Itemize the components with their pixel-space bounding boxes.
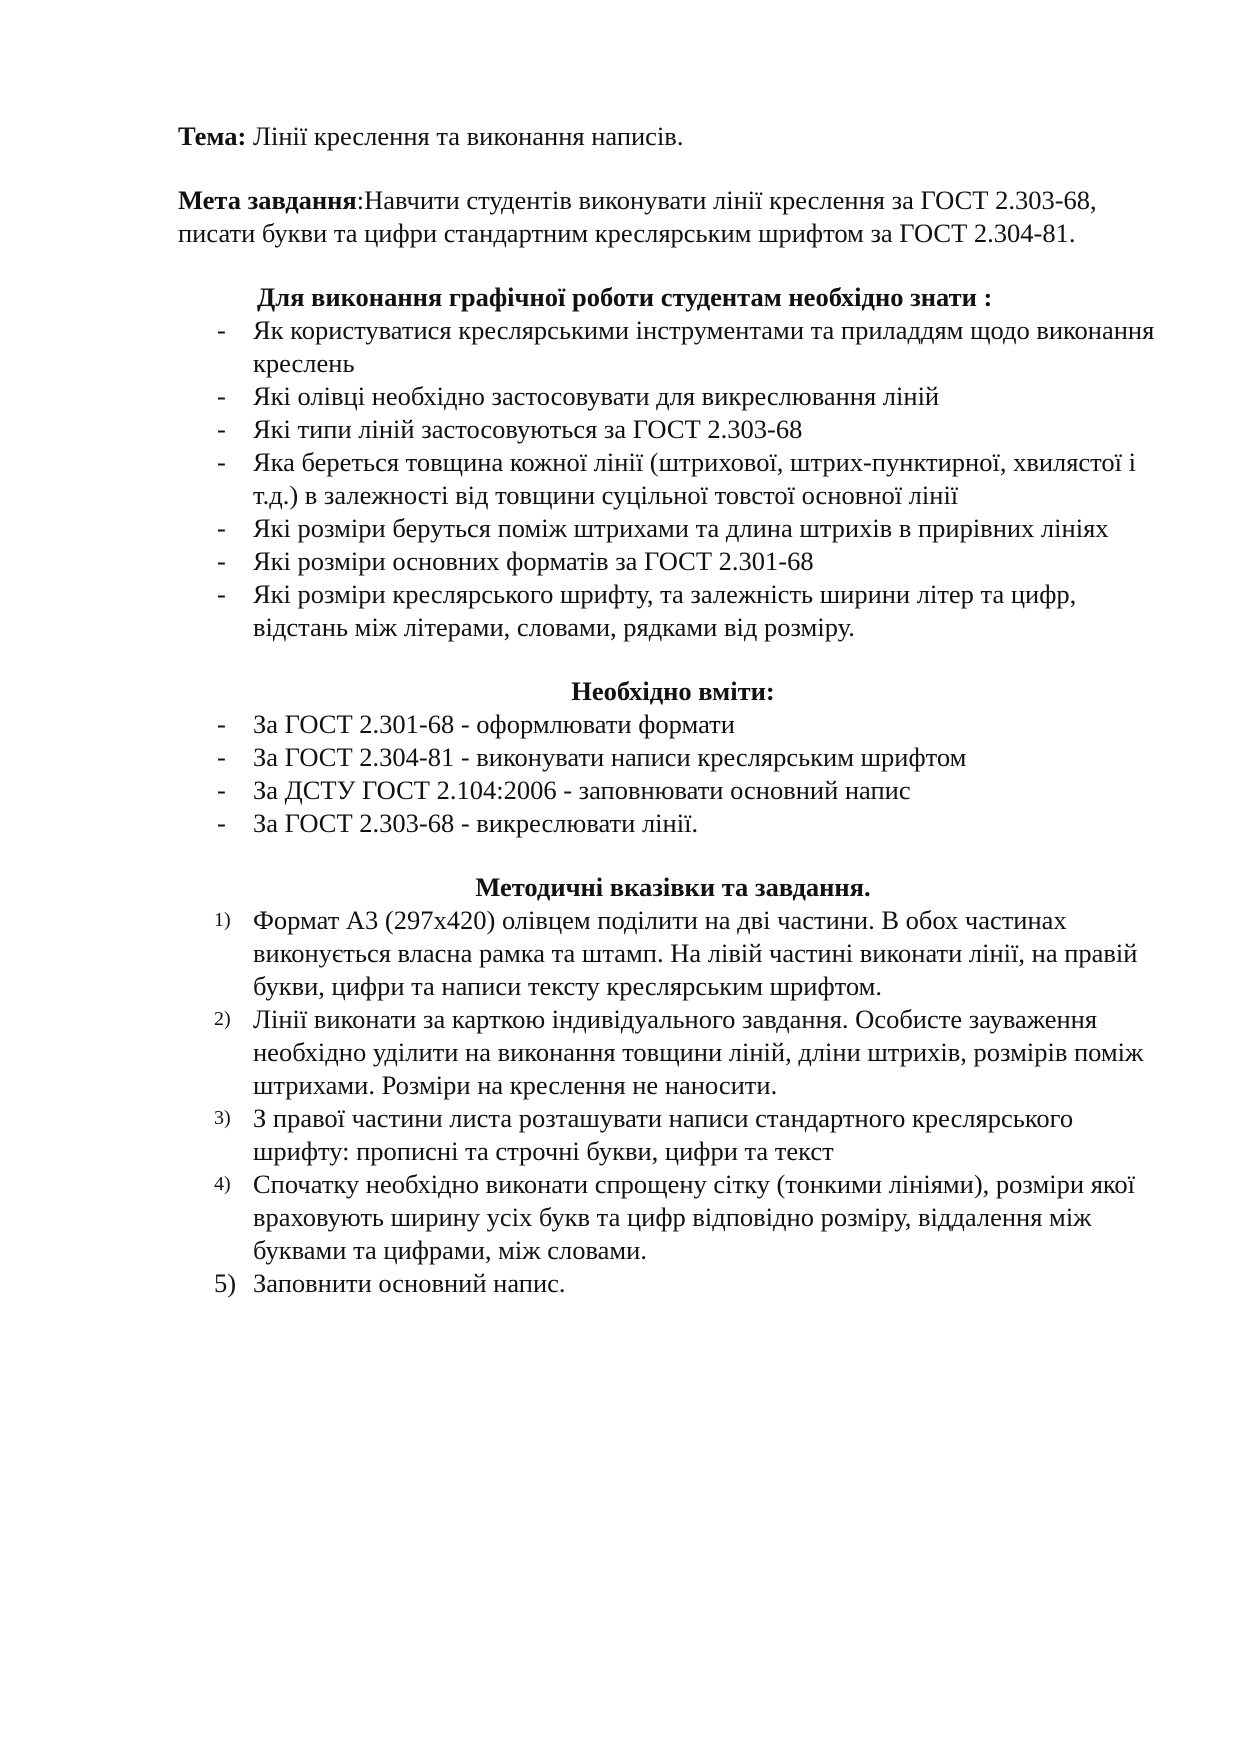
list-item — [178, 512, 1168, 545]
instructions-list — [178, 904, 1168, 1300]
list-item — [178, 545, 1168, 578]
list-marker: - — [217, 775, 226, 805]
list-item — [178, 741, 1168, 774]
list-item-text: Як користуватися креслярськими інструментами та приладдям щодо виконання креслень — [253, 315, 1155, 378]
list-item — [178, 1003, 1168, 1102]
goal-text: :Навчити студентів виконувати лінії креслення за ГОСТ 2.303-68, писати букви та цифри стандартним креслярським шрифтом за ГОСТ 2.304-81. — [178, 185, 1097, 248]
list-item — [178, 413, 1168, 446]
list-marker: - — [217, 546, 226, 576]
list-marker: - — [217, 579, 226, 609]
list-item-text: Які розміри основних форматів за ГОСТ 2.301-68 — [253, 546, 814, 576]
know-heading: Для виконання графічної роботи студентам необхідно знати : — [257, 282, 993, 312]
list-item-text: Яка береться товщина кожної лінії (штрихової, штрих-пунктирної, хвилястої і т.д.) в залежності від товщини суцільної товстої основної лінії — [253, 447, 1137, 510]
skills-list — [178, 708, 1168, 840]
list-item — [178, 1168, 1168, 1267]
list-item-text: Які олівці необхідно застосовувати для викреслювання ліній — [253, 381, 940, 411]
topic-paragraph — [178, 120, 1168, 153]
list-item — [178, 904, 1168, 1003]
list-item-text: Які розміри креслярського шрифту, та залежність ширини літер та цифр, відстань між літерами, словами, рядками від розміру. — [253, 579, 1077, 642]
list-item — [178, 708, 1168, 741]
list-item — [178, 774, 1168, 807]
list-item — [178, 380, 1168, 413]
list-item — [178, 314, 1168, 380]
list-item-text: Лінії виконати за карткою індивідуального завдання. Особисте зауваження необхідно уділити на виконання товщини ліній, дліни штрихів, розмірів поміж штрихами. Розміри на креслення не наносити. — [253, 1004, 1144, 1100]
list-item — [178, 446, 1168, 512]
list-marker: - — [217, 808, 226, 838]
list-item-text: За ДСТУ ГОСТ 2.104:2006 - заповнювати основний напис — [253, 775, 911, 805]
list-marker: - — [217, 315, 226, 345]
list-item-text: Які типи ліній застосовуються за ГОСТ 2.303-68 — [253, 414, 803, 444]
list-marker: - — [217, 709, 226, 739]
list-marker: - — [217, 381, 226, 411]
list-marker: - — [217, 447, 226, 477]
know-list — [178, 314, 1168, 644]
list-item — [178, 578, 1168, 644]
list-marker: - — [217, 513, 226, 543]
list-item — [178, 1102, 1168, 1168]
list-number: 4) — [214, 1173, 231, 1195]
list-item-text: За ГОСТ 2.303-68 - викреслювати лінії. — [253, 808, 699, 838]
list-item-text: Заповнити основний напис. — [253, 1268, 566, 1298]
list-item-text: З правої частини листа розташувати написи стандартного креслярського шрифту: прописні та строчні букви, цифри та текст — [253, 1103, 1074, 1166]
list-item — [178, 807, 1168, 840]
list-marker: - — [217, 742, 226, 772]
goal-label: Мета завдання — [178, 185, 357, 215]
list-number: 1) — [214, 909, 231, 931]
list-item-text: Спочатку необхідно виконати спрощену сітку (тонкими лініями), розміри якої враховують ширину усіх букв та цифр відповідно розміру, віддалення між буквами та цифрами, між словами. — [253, 1169, 1136, 1265]
list-number: 5) — [214, 1268, 237, 1298]
document-page — [178, 120, 1168, 1331]
list-item-text: Які розміри беруться поміж штрихами та длина штрихів в прирівних лініях — [253, 513, 1109, 543]
topic-text: Лінії креслення та виконання написів. — [246, 121, 684, 151]
instructions-heading: Методичні вказівки та завдання. — [475, 872, 871, 902]
skills-heading: Необхідно вміти: — [571, 676, 775, 706]
list-item — [178, 1267, 1168, 1300]
topic-label: Тема: — [178, 121, 247, 151]
list-item-text: Формат А3 (297х420) олівцем поділити на дві частини. В обох частинах виконується власна рамка та штамп. На лівій частині виконати лінії, на правій букви, цифри та написи тексту креслярським шрифтом. — [253, 905, 1138, 1001]
list-marker: - — [217, 414, 226, 444]
goal-paragraph — [178, 184, 1168, 250]
list-item-text: За ГОСТ 2.301-68 - оформлювати формати — [253, 709, 735, 739]
list-number: 2) — [214, 1008, 231, 1030]
list-number: 3) — [214, 1107, 231, 1129]
list-item-text: За ГОСТ 2.304-81 - виконувати написи креслярським шрифтом — [253, 742, 967, 772]
